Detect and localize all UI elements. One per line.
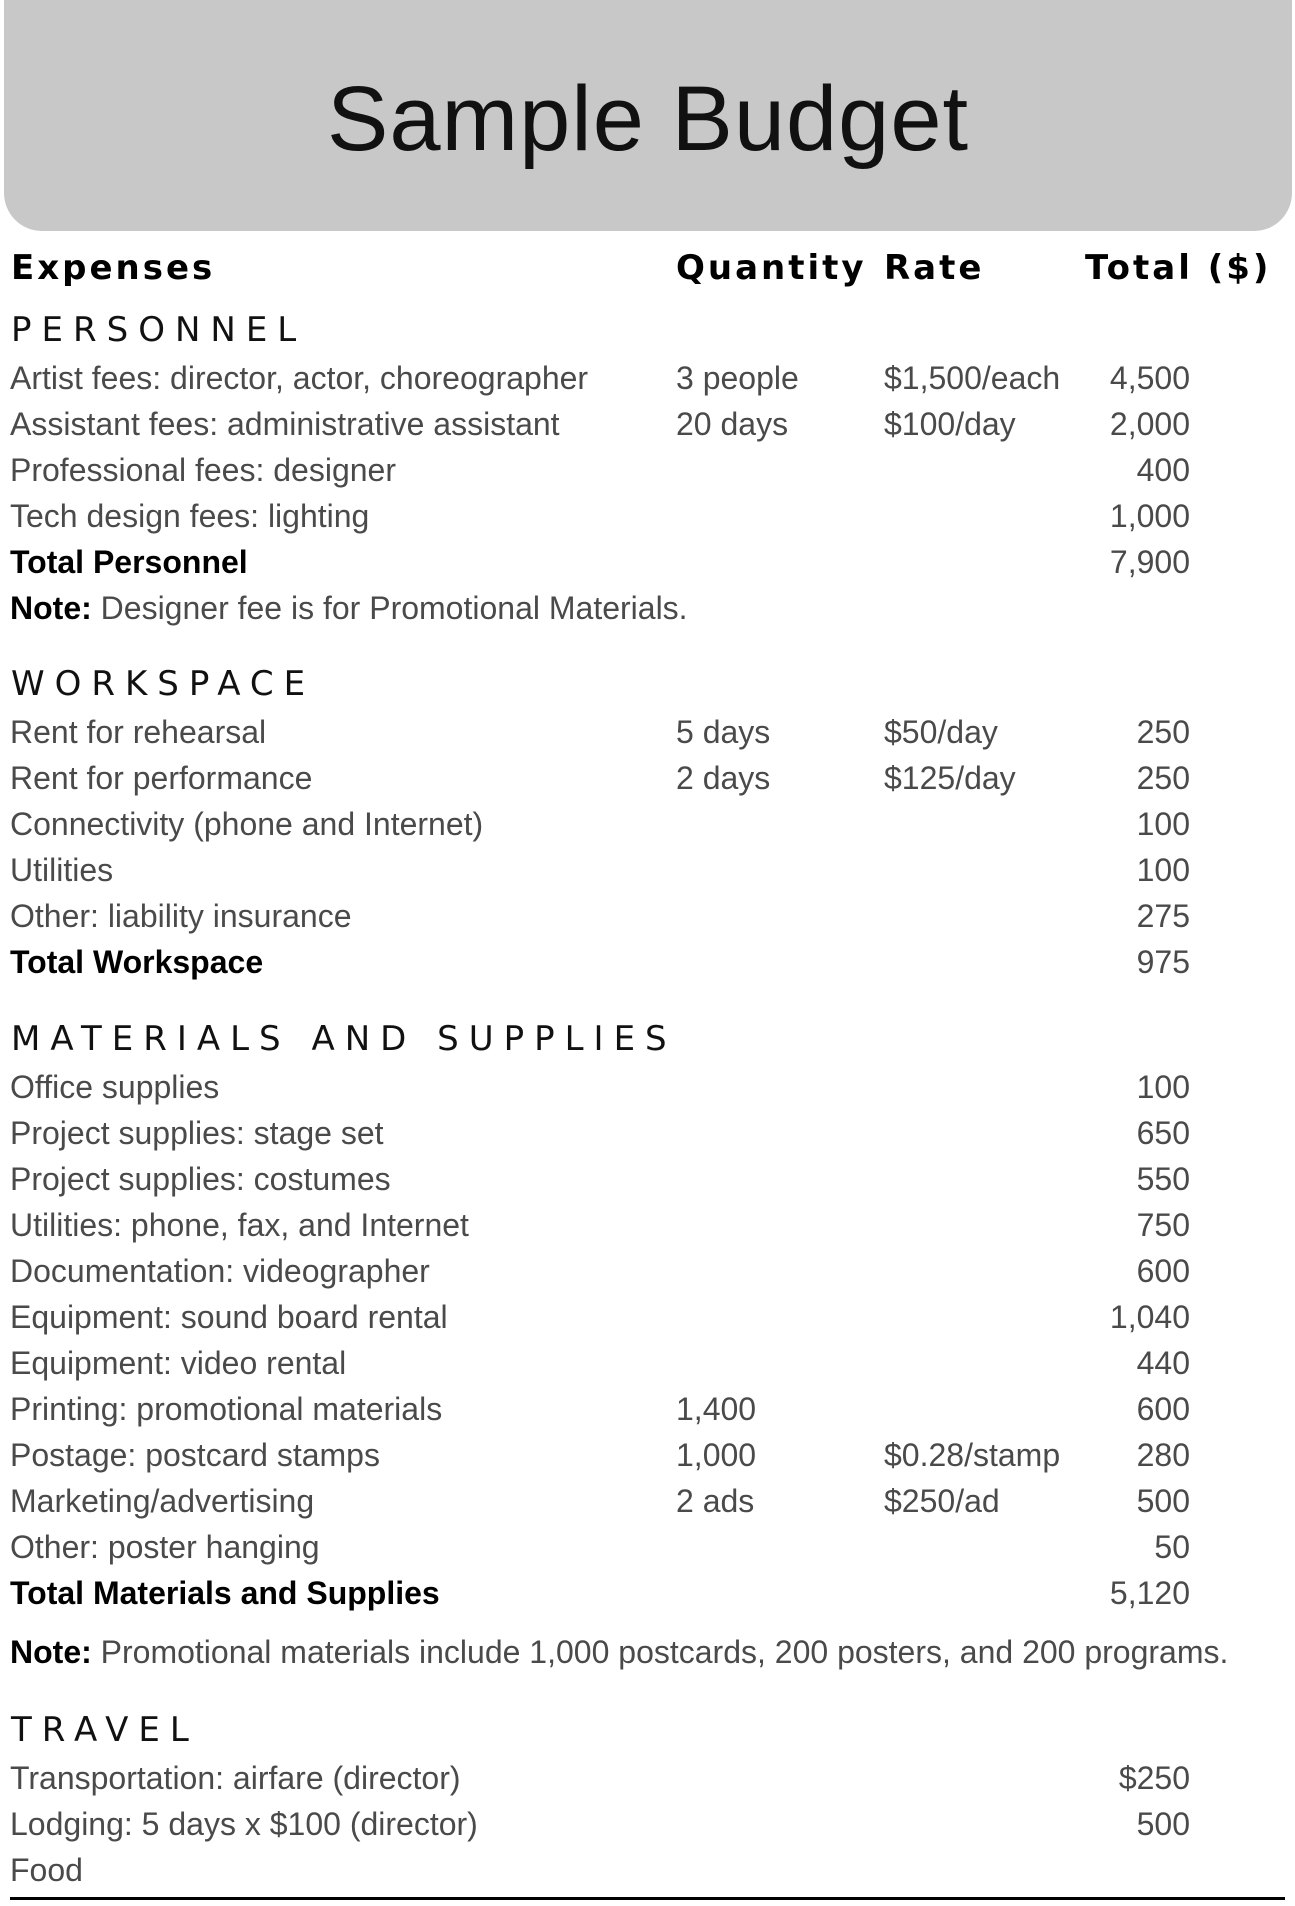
- column-header-total: Total ($): [1085, 248, 1272, 288]
- row-total: 2,000: [1109, 406, 1190, 442]
- row-label: Project supplies: stage set: [10, 1115, 384, 1151]
- row-total: 100: [1136, 1069, 1190, 1105]
- table-row: [0, 1115, 1295, 1161]
- table-row: [0, 898, 1295, 944]
- row-rate: $125/day: [884, 760, 1016, 796]
- section-heading-workspace: WORKSPACE: [11, 664, 316, 704]
- section-heading-personnel: PERSONNEL: [11, 310, 307, 350]
- row-rate: $50/day: [884, 714, 998, 750]
- row-total: $250: [1118, 1760, 1190, 1796]
- table-row: [0, 1437, 1295, 1483]
- row-label: Rent for rehearsal: [10, 714, 267, 750]
- total-row-workspace: [0, 944, 1295, 990]
- total-row-personnel: [0, 544, 1295, 590]
- table-row: [0, 806, 1295, 852]
- table-row: [0, 714, 1295, 760]
- row-total: 440: [1136, 1345, 1190, 1381]
- column-header-quantity: Quantity: [676, 248, 867, 288]
- table-row: [0, 1391, 1295, 1437]
- table-row: [0, 1806, 1295, 1852]
- note-text: Designer fee is for Promotional Materials.: [91, 590, 688, 626]
- row-label: Food: [10, 1852, 83, 1888]
- table-row: [0, 1207, 1295, 1253]
- section-heading-travel: TRAVEL: [11, 1710, 199, 1750]
- total-row-materials: [0, 1575, 1295, 1621]
- note-personnel: [10, 590, 688, 627]
- row-rate: $0.28/stamp: [884, 1437, 1061, 1473]
- row-total: 50: [1154, 1529, 1190, 1565]
- section-heading-materials: MATERIALS AND SUPPLIES: [11, 1019, 677, 1059]
- row-total: 750: [1136, 1207, 1190, 1243]
- note-materials: [10, 1634, 1228, 1671]
- table-row: [0, 1529, 1295, 1575]
- note-text: Promotional materials include 1,000 postcards, 200 posters, and 200 programs.: [91, 1634, 1229, 1670]
- row-quantity: 20 days: [676, 406, 789, 442]
- row-total: 1,040: [1109, 1299, 1190, 1335]
- row-label: Assistant fees: administrative assistant: [10, 406, 560, 442]
- row-label: Utilities: [10, 852, 114, 888]
- table-row: [0, 760, 1295, 806]
- row-label: Lodging: 5 days x $100 (director): [10, 1806, 478, 1842]
- table-row: [0, 1299, 1295, 1345]
- row-total: 550: [1136, 1161, 1190, 1197]
- note-label: Note:: [10, 1634, 92, 1670]
- row-label: Equipment: sound board rental: [10, 1299, 448, 1335]
- table-row: [0, 1760, 1295, 1806]
- table-row: [0, 406, 1295, 452]
- row-label: Project supplies: costumes: [10, 1161, 391, 1197]
- table-row: [0, 498, 1295, 544]
- note-label: Note:: [10, 590, 92, 626]
- row-quantity: 1,400: [676, 1391, 757, 1427]
- table-row: [0, 360, 1295, 406]
- total-label: Total Workspace: [10, 944, 264, 980]
- total-value: 7,900: [1109, 544, 1190, 580]
- row-quantity: 1,000: [676, 1437, 757, 1473]
- row-quantity: 2 ads: [676, 1483, 755, 1519]
- row-label: Transportation: airfare (director): [10, 1760, 461, 1796]
- row-label: Office supplies: [10, 1069, 220, 1105]
- row-label: Equipment: video rental: [10, 1345, 347, 1381]
- page-title: Sample Budget: [326, 68, 970, 170]
- row-label: Rent for performance: [10, 760, 313, 796]
- column-header-rate: Rate: [884, 248, 985, 288]
- row-total: 4,500: [1109, 360, 1190, 396]
- row-quantity: 3 people: [676, 360, 799, 396]
- row-label: Connectivity (phone and Internet): [10, 806, 484, 842]
- row-label: Other: poster hanging: [10, 1529, 320, 1565]
- total-label: Total Personnel: [10, 544, 248, 580]
- row-rate: $100/day: [884, 406, 1016, 442]
- total-value: 5,120: [1109, 1575, 1190, 1611]
- row-label: Artist fees: director, actor, choreographer: [10, 360, 589, 396]
- row-total: 500: [1136, 1483, 1190, 1519]
- row-label: Documentation: videographer: [10, 1253, 430, 1289]
- table-row: [0, 1483, 1295, 1529]
- table-row: [0, 1161, 1295, 1207]
- bottom-divider: [10, 1897, 1285, 1900]
- row-label: Other: liability insurance: [10, 898, 352, 934]
- column-header-expenses: Expenses: [11, 248, 216, 288]
- row-total: 650: [1136, 1115, 1190, 1151]
- total-label: Total Materials and Supplies: [10, 1575, 440, 1611]
- row-rate: $1,500/each: [884, 360, 1061, 396]
- row-label: Professional fees: designer: [10, 452, 396, 488]
- row-total: 280: [1136, 1437, 1190, 1473]
- table-row: [0, 1852, 1295, 1898]
- row-quantity: 2 days: [676, 760, 771, 796]
- row-label: Tech design fees: lighting: [10, 498, 370, 534]
- row-quantity: 5 days: [676, 714, 771, 750]
- column-header-row: [0, 248, 1295, 298]
- row-total: 250: [1136, 760, 1190, 796]
- row-total: 1,000: [1109, 498, 1190, 534]
- title-banner: [4, 0, 1292, 231]
- row-label: Utilities: phone, fax, and Internet: [10, 1207, 469, 1243]
- row-total: 100: [1136, 806, 1190, 842]
- table-row: [0, 1069, 1295, 1115]
- table-row: [0, 1345, 1295, 1391]
- row-label: Postage: postcard stamps: [10, 1437, 380, 1473]
- row-total: 100: [1136, 852, 1190, 888]
- row-total: 600: [1136, 1253, 1190, 1289]
- row-rate: $250/ad: [884, 1483, 1000, 1519]
- total-value: 975: [1136, 944, 1190, 980]
- row-total: 400: [1136, 452, 1190, 488]
- row-total: 500: [1136, 1806, 1190, 1842]
- table-row: [0, 852, 1295, 898]
- table-row: [0, 452, 1295, 498]
- table-row: [0, 1253, 1295, 1299]
- row-total: 275: [1136, 898, 1190, 934]
- row-label: Marketing/advertising: [10, 1483, 315, 1519]
- row-total: 250: [1136, 714, 1190, 750]
- row-label: Printing: promotional materials: [10, 1391, 443, 1427]
- row-total: 600: [1136, 1391, 1190, 1427]
